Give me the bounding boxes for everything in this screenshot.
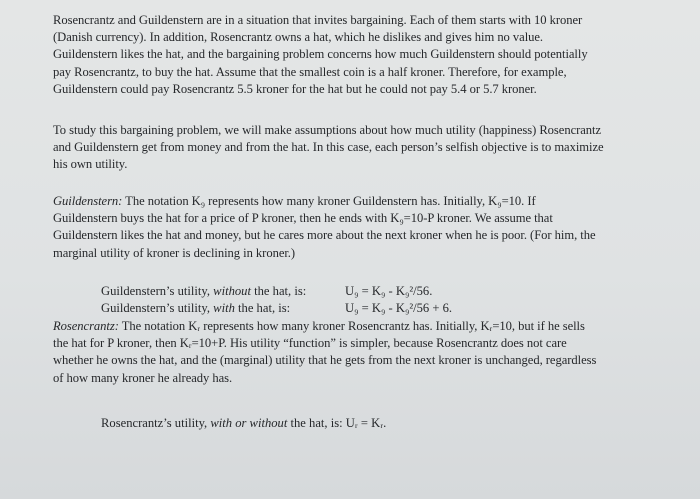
text-line: whether he owns the hat, and the (marginal) utility that he gets from the next kroner is unchanged, regardless <box>53 353 597 368</box>
paragraph-bargaining-setup <box>53 12 651 98</box>
text-line <box>53 318 651 335</box>
statement-text: Rosencrantz’s utility, <box>101 416 211 430</box>
text-line: and Guildenstern get from money and from the hat. In this case, each person’s selfish objective is to maximize <box>53 140 604 155</box>
label-text: Guildenstern’s utility, <box>101 284 214 298</box>
guildenstern-lead: Guildenstern: <box>53 194 123 208</box>
text-line: Guildenstern likes the hat and money, but he cares more about the next kroner when he is poor. (For him, the <box>53 228 596 243</box>
text-line: his own utility. <box>53 157 128 172</box>
paragraph-rosencrantz <box>53 318 651 387</box>
text-fragment: The notation Kᵣ represents how many kroner Rosencrantz has. Initially, Kᵣ=10, but if he sells <box>118 319 585 333</box>
text-line: pay Rosencrantz, to buy the hat. Assume that the smallest coin is a half kroner. Therefore, for example, <box>53 64 567 79</box>
text-line: To study this bargaining problem, we will make assumptions about how much utility (happiness) Rosencrantz <box>53 123 602 137</box>
statement-emphasis: with or without <box>210 416 288 430</box>
rosencrantz-lead: Rosencrantz: <box>53 319 119 333</box>
label-text: Guildenstern’s utility, <box>101 301 214 315</box>
label-emphasis: without <box>213 284 251 298</box>
paragraph-utility-assumptions <box>53 122 651 174</box>
rosencrantz-utility-statement <box>101 415 386 432</box>
label-text: the hat, is: <box>250 284 307 298</box>
guildenstern-utility-with-label <box>101 300 290 317</box>
text-line: marginal utility of kroner is declining in kroner.) <box>53 245 296 260</box>
text-line: (Danish currency). In addition, Rosencrantz owns a hat, which he dislikes and gives him no value. <box>53 30 544 45</box>
text-line: Guildenstern could pay Rosencrantz 5.5 kroner for the hat but he could not pay 5.4 or 5.7 kroner. <box>53 81 537 96</box>
guildenstern-utility-without-label <box>101 283 306 300</box>
text-fragment: The notation K₉ represents how many kroner Guildenstern has. Initially, K₉=10. If <box>122 194 536 208</box>
guildenstern-utility-without-equation: U₉ = K₉ - K₉²/56. <box>345 284 433 298</box>
text-line: Guildenstern likes the hat, and the bargaining problem concerns how much Guildenstern should potentially <box>53 47 588 62</box>
label-emphasis: with <box>213 301 235 315</box>
text-line: Guildenstern buys the hat for a price of P kroner, then he ends with K₉=10-P kroner. We assume that <box>53 211 553 226</box>
label-text: the hat, is: <box>234 301 291 315</box>
guildenstern-utility-with-equation: U₉ = K₉ - K₉²/56 + 6. <box>345 301 453 315</box>
text-line: Rosencrantz and Guildenstern are in a situation that invites bargaining. Each of them starts with 10 kroner <box>53 13 583 27</box>
paragraph-guildenstern <box>53 193 651 262</box>
statement-text: the hat, is: Uᵣ = Kᵣ. <box>287 416 387 430</box>
text-line: the hat for P kroner, then Kᵣ=10+P. His utility “function” is simpler, because Rosencrantz does not care <box>53 336 567 351</box>
text-line <box>53 193 651 210</box>
text-line: of how many kroner he already has. <box>53 370 233 385</box>
